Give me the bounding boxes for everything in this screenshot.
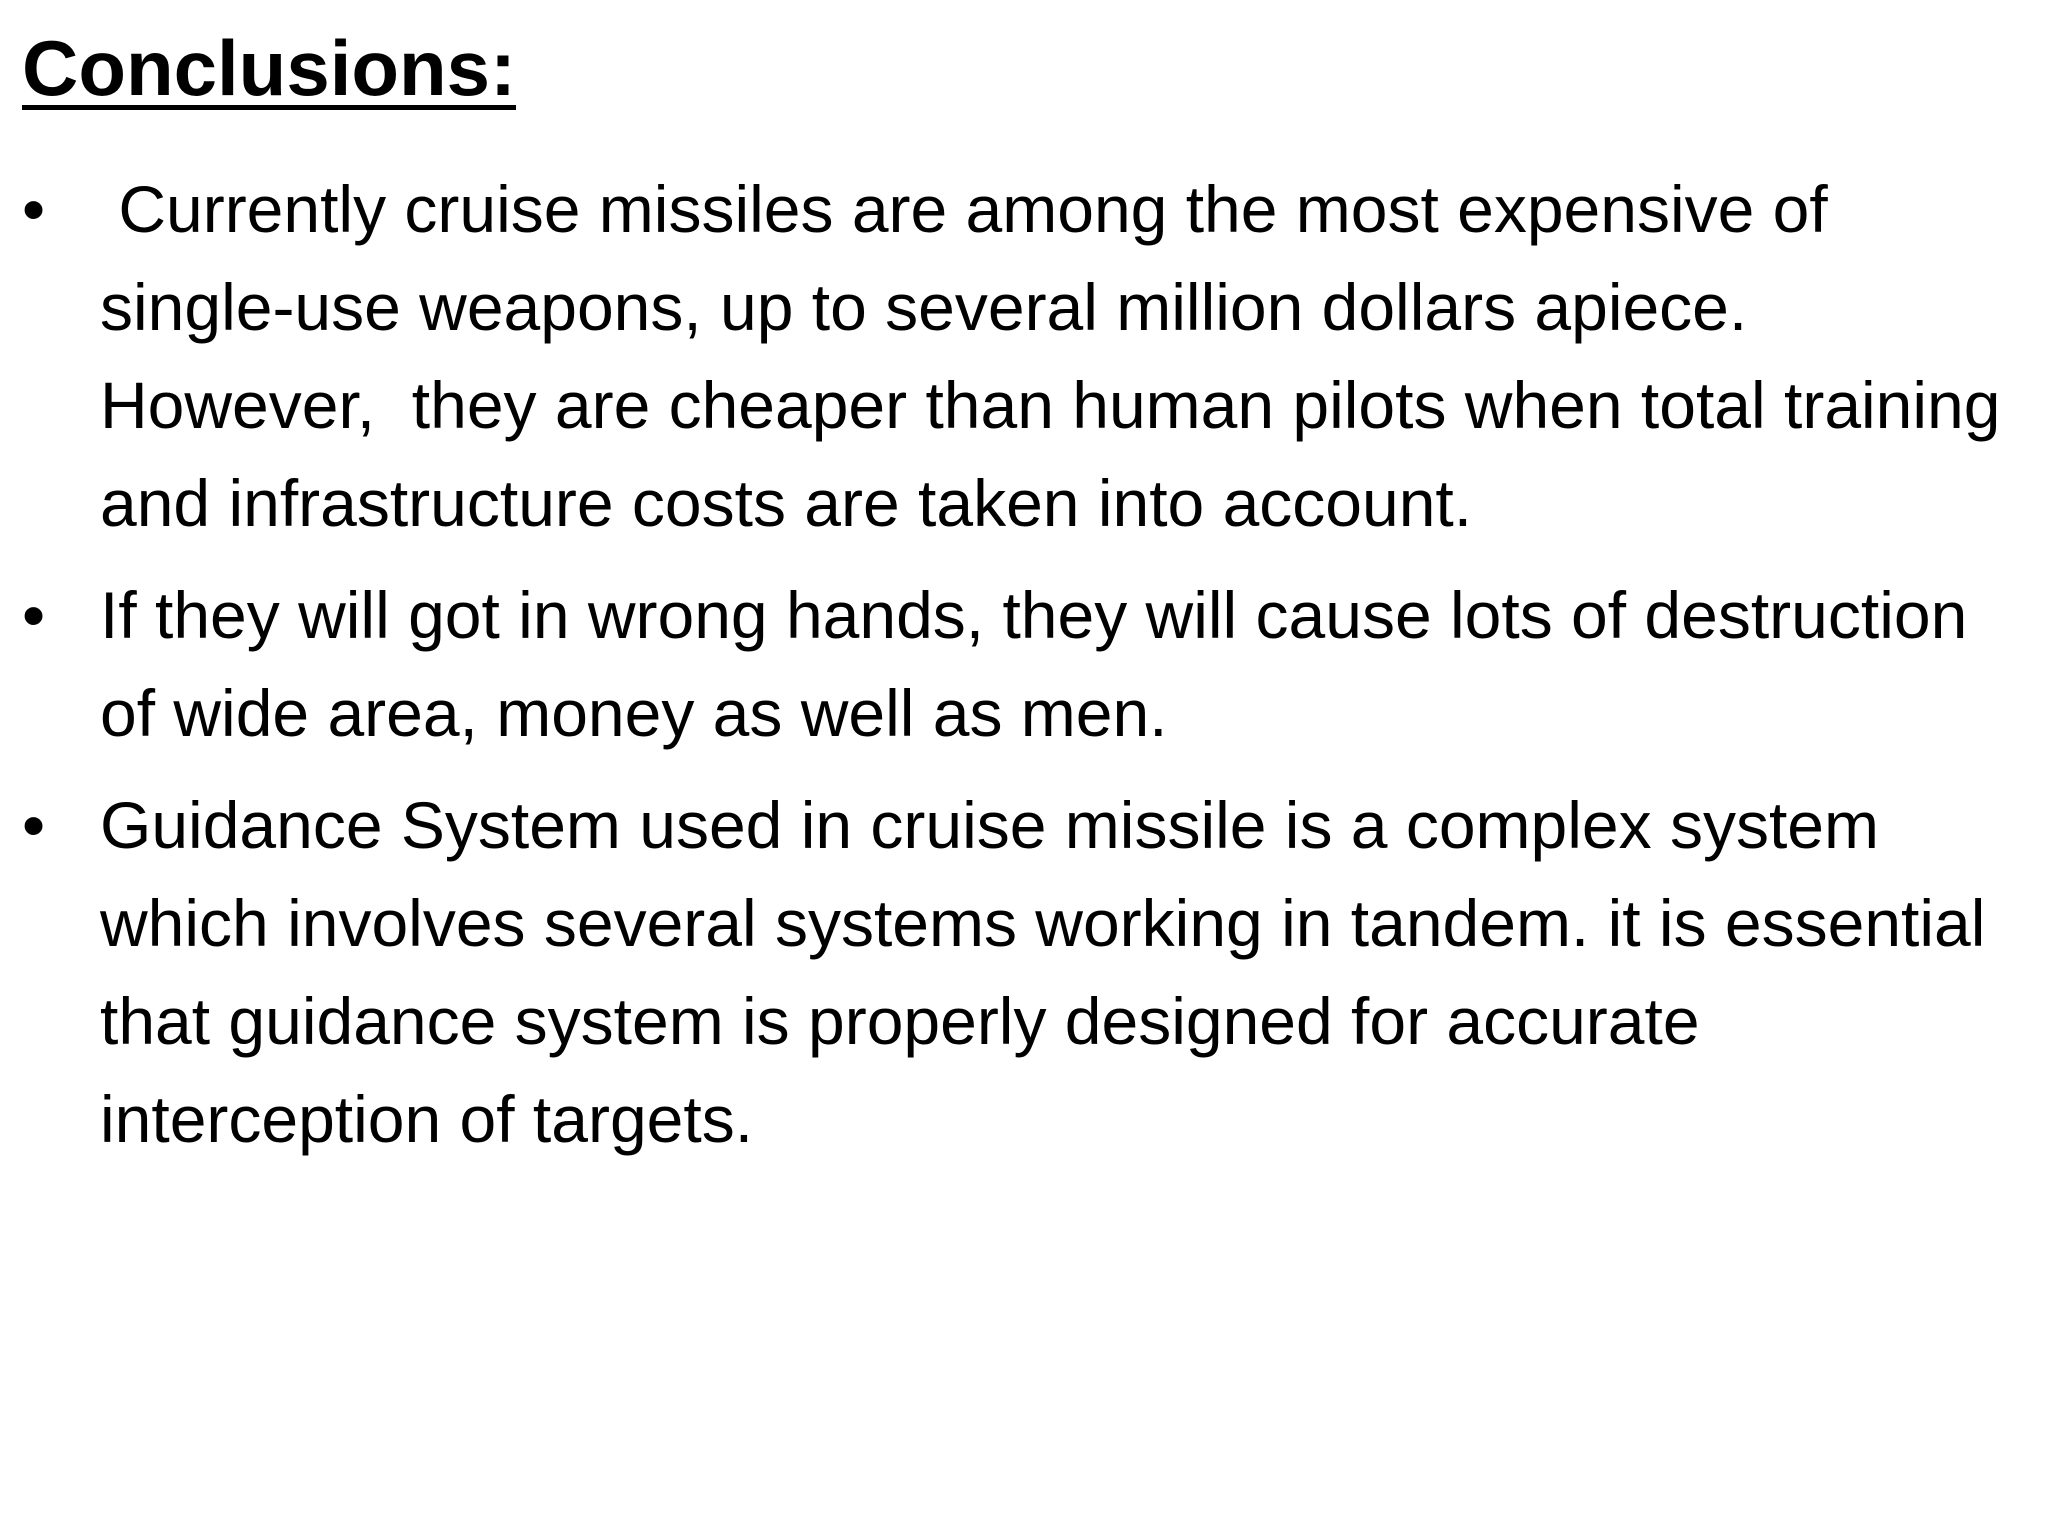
bullet-list [22, 160, 2022, 1182]
slide-title: Conclusions: [22, 24, 517, 112]
bullet-item [22, 566, 2022, 762]
bullet-text: If they will got in wrong hands, they will cause lots of destruction of wide area, money as well as men. [100, 578, 1986, 750]
bullet-icon: • [22, 578, 46, 652]
bullet-icon: • [22, 788, 46, 862]
bullet-text: Currently cruise missiles are among the most expensive of single-use weapons, up to several million dollars apiece. However, they are cheaper than human pilots when total training and infrastructure costs are taken into account. [100, 172, 2019, 540]
bullet-icon: • [22, 172, 46, 246]
bullet-item [22, 160, 2022, 552]
bullet-item [22, 776, 2022, 1168]
bullet-text: Guidance System used in cruise missile is a complex system which involves several systems working in tandem. it is essential that guidance system is properly designed for accurate interception of targets. [100, 788, 2004, 1156]
